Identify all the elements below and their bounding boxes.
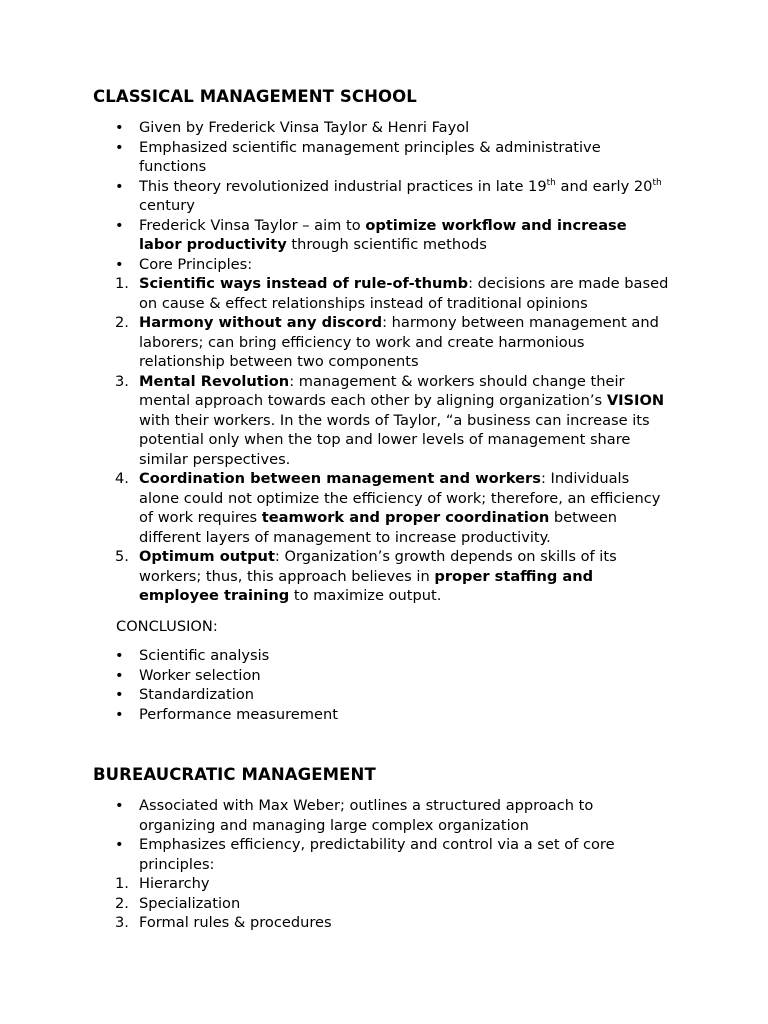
bullet-marker: • bbox=[115, 666, 124, 684]
bold-text: Optimum output bbox=[139, 548, 275, 565]
item-text bbox=[139, 874, 669, 894]
bullet-marker: • bbox=[115, 138, 124, 156]
list-number: 2. bbox=[115, 314, 129, 331]
list-number: 4. bbox=[115, 470, 129, 487]
numbered-item bbox=[0, 874, 768, 894]
item-text bbox=[139, 372, 669, 470]
bullet-marker: • bbox=[115, 686, 124, 703]
bullet-item bbox=[0, 118, 768, 138]
numbered-item bbox=[0, 372, 768, 470]
bullet-item bbox=[0, 138, 768, 177]
text-run: Emphasizes efficiency, predictability and control via a set of core principles: bbox=[139, 836, 615, 873]
bullet-marker: • bbox=[115, 216, 124, 234]
bullet-item bbox=[0, 177, 768, 216]
text-run: Frederick Vinsa Taylor – aim to bbox=[139, 216, 366, 234]
bold-text: VISION bbox=[606, 392, 665, 409]
text-run: to maximize output. bbox=[289, 587, 442, 604]
numbered-item bbox=[0, 547, 768, 606]
conclusion-label: CONCLUSION: bbox=[116, 618, 218, 635]
text-run: Performance measurement bbox=[139, 705, 338, 723]
bullet-item bbox=[0, 666, 768, 686]
item-text bbox=[139, 913, 669, 933]
bullet-marker: • bbox=[115, 119, 124, 136]
item-text bbox=[139, 274, 669, 313]
item-text bbox=[139, 685, 669, 705]
item-text bbox=[139, 469, 669, 547]
item-text bbox=[139, 835, 669, 874]
text-run: Specialization bbox=[139, 894, 241, 912]
text-run: and early 20 bbox=[555, 177, 653, 195]
text-run: century bbox=[139, 197, 195, 214]
text-run: Formal rules & procedures bbox=[139, 914, 332, 931]
text-run: : decisions are made based on cause & effect relationships instead of traditional opinions bbox=[139, 275, 669, 312]
text-run: Given by Frederick Vinsa Taylor & Henri Fayol bbox=[139, 119, 470, 136]
bold-text: Coordination between management and workers bbox=[139, 470, 541, 487]
numbered-item bbox=[0, 313, 768, 372]
bold-text: optimize workflow and increase labor productivity bbox=[139, 216, 627, 253]
numbered-item bbox=[0, 469, 768, 547]
bullet-item bbox=[0, 255, 768, 275]
item-text bbox=[139, 646, 669, 666]
item-text bbox=[139, 177, 669, 216]
conclusion-list bbox=[0, 646, 768, 724]
text-run: with their workers. In the words of Taylor, “a business can increase its potential only when the top and lower levels of management share similar perspectives. bbox=[139, 411, 650, 468]
bullet-item bbox=[0, 216, 768, 255]
numbered-item bbox=[0, 894, 768, 914]
text-run: Standardization bbox=[139, 686, 255, 703]
bold-text: proper staffing and employee training bbox=[139, 567, 594, 604]
section-heading-bureaucratic: BUREAUCRATIC MANAGEMENT bbox=[93, 765, 376, 784]
item-text bbox=[139, 705, 669, 725]
item-text bbox=[139, 894, 669, 914]
text-run: This theory revolutionized industrial practices in late 19 bbox=[139, 177, 547, 195]
item-text bbox=[139, 666, 669, 686]
text-run: : harmony between management and laborers; can bring efficiency to work and create harmonious relationship between two components bbox=[139, 314, 659, 370]
list-number: 1. bbox=[115, 275, 129, 292]
bullet-item bbox=[0, 685, 768, 705]
item-text bbox=[139, 547, 669, 606]
bold-text: teamwork and proper coordination bbox=[261, 509, 550, 526]
list-number: 3. bbox=[115, 372, 129, 390]
item-text bbox=[139, 118, 669, 138]
bullet-marker: • bbox=[115, 797, 124, 814]
bullet-item bbox=[0, 796, 768, 835]
bold-text: Mental Revolution bbox=[139, 372, 290, 390]
bullet-marker: • bbox=[115, 255, 124, 273]
item-text bbox=[139, 138, 669, 177]
list-number: 3. bbox=[115, 914, 129, 931]
section-heading-classical: CLASSICAL MANAGEMENT SCHOOL bbox=[93, 87, 417, 106]
bullet-marker: • bbox=[115, 647, 124, 664]
bullet-item bbox=[0, 705, 768, 725]
bullet-marker: • bbox=[115, 177, 124, 195]
item-text bbox=[139, 216, 669, 255]
numbered-item bbox=[0, 274, 768, 313]
item-text bbox=[139, 255, 669, 275]
bold-text: Harmony without any discord bbox=[139, 314, 383, 331]
text-run: Core Principles: bbox=[139, 255, 253, 273]
list-number: 5. bbox=[115, 548, 129, 565]
bold-text: Scientific ways instead of rule-of-thumb bbox=[139, 275, 469, 292]
superscript: th bbox=[546, 177, 556, 188]
item-text bbox=[139, 313, 669, 372]
text-run: Scientific analysis bbox=[139, 647, 270, 664]
text-run: Worker selection bbox=[139, 666, 261, 684]
list-number: 1. bbox=[115, 875, 129, 892]
text-run: through scientific methods bbox=[286, 236, 487, 253]
item-text bbox=[139, 796, 669, 835]
text-run: : Organization’s growth depends on skills of its workers; thus, this approach believes in bbox=[139, 548, 617, 585]
bullet-item bbox=[0, 835, 768, 874]
text-run: Emphasized scientific management principles & administrative functions bbox=[139, 138, 601, 175]
bullet-marker: • bbox=[115, 705, 124, 723]
superscript: th bbox=[652, 177, 662, 188]
text-run: : management & workers should change their mental approach towards each other by aligning organization’s bbox=[139, 372, 625, 409]
bureaucratic-list bbox=[0, 796, 768, 933]
text-run: between different layers of management to increase productivity. bbox=[139, 509, 618, 546]
bullet-item bbox=[0, 646, 768, 666]
text-run: Hierarchy bbox=[139, 875, 210, 892]
text-run: : Individuals alone could not optimize the efficiency of work; therefore, an efficiency of work requires bbox=[139, 470, 661, 526]
classical-list bbox=[0, 118, 768, 606]
numbered-item bbox=[0, 913, 768, 933]
text-run: Associated with Max Weber; outlines a structured approach to organizing and managing large complex organization bbox=[139, 797, 594, 834]
list-number: 2. bbox=[115, 894, 129, 912]
bullet-marker: • bbox=[115, 836, 124, 853]
